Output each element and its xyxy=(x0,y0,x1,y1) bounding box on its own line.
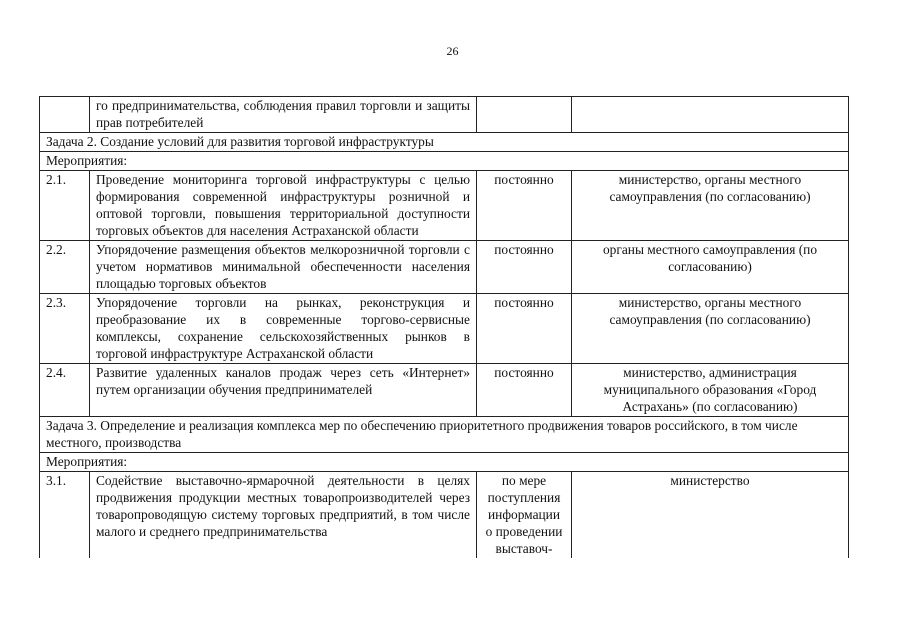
measures-label: Мероприятия: xyxy=(40,152,849,171)
term: постоянно xyxy=(477,241,572,294)
measures-table xyxy=(39,96,849,558)
task-row xyxy=(40,417,849,453)
measure-description: го предпринимательства, соблюдения правил торговли и защиты прав потребителей xyxy=(90,97,477,133)
term-cell xyxy=(477,97,572,133)
table-row xyxy=(40,171,849,241)
executor-cell xyxy=(572,97,849,133)
row-number: 3.1. xyxy=(40,472,90,559)
executor: министерство, органы местного самоуправления (по согласованию) xyxy=(572,171,849,241)
executor: органы местного самоуправления (по согласованию) xyxy=(572,241,849,294)
measure-description: Упорядочение торговли на рынках, реконструкция и преобразование их в современные торгово-сервисные комплексы, сохранение сельскохозяйственных рынков в торговой инфраструктуре Астраханской области xyxy=(90,294,477,364)
term: постоянно xyxy=(477,171,572,241)
row-number: 2.4. xyxy=(40,364,90,417)
table-row xyxy=(40,294,849,364)
table-row xyxy=(40,241,849,294)
executor: министерство xyxy=(572,472,849,559)
row-number: 2.3. xyxy=(40,294,90,364)
task-heading: Задача 2. Создание условий для развития торговой инфраструктуры xyxy=(40,133,849,152)
task-row xyxy=(40,133,849,152)
measure-description: Содействие выставочно-ярмарочной деятельности в целях продвижения продукции местных товаропроизводителей через товаропроводящую систему торговых предприятий, в том числе малого и среднего предпринимательства xyxy=(90,472,477,559)
executor: министерство, администрация муниципального образования «Город Астрахань» (по согласованию) xyxy=(572,364,849,417)
row-number: 2.1. xyxy=(40,171,90,241)
row-number-cell xyxy=(40,97,90,133)
measure-description: Развитие удаленных каналов продаж через сеть «Интернет» путем организации обучения предпринимателей xyxy=(90,364,477,417)
table-row xyxy=(40,364,849,417)
measure-description: Упорядочение размещения объектов мелкорозничной торговли с учетом нормативов минимальной обеспеченности населения площадью торговых объектов xyxy=(90,241,477,294)
measures-label-row xyxy=(40,152,849,171)
measures-label-row xyxy=(40,453,849,472)
task-heading: Задача 3. Определение и реализация комплекса мер по обеспечению приоритетного продвижения товаров российского, в том числе местного, производства xyxy=(40,417,849,453)
term: постоянно xyxy=(477,294,572,364)
term: постоянно xyxy=(477,364,572,417)
measure-description: Проведение мониторинга торговой инфраструктуры с целью формирования современной инфраструктуры розничной и оптовой торговли, повышения территориальной доступности торговых объектов для населения Астраханской области xyxy=(90,171,477,241)
measures-label: Мероприятия: xyxy=(40,453,849,472)
term: по мере поступления информации о проведении выставоч- xyxy=(477,472,572,559)
row-number: 2.2. xyxy=(40,241,90,294)
table-row xyxy=(40,97,849,133)
executor: министерство, органы местного самоуправления (по согласованию) xyxy=(572,294,849,364)
table-row xyxy=(40,472,849,559)
page-number: 26 xyxy=(446,44,459,58)
